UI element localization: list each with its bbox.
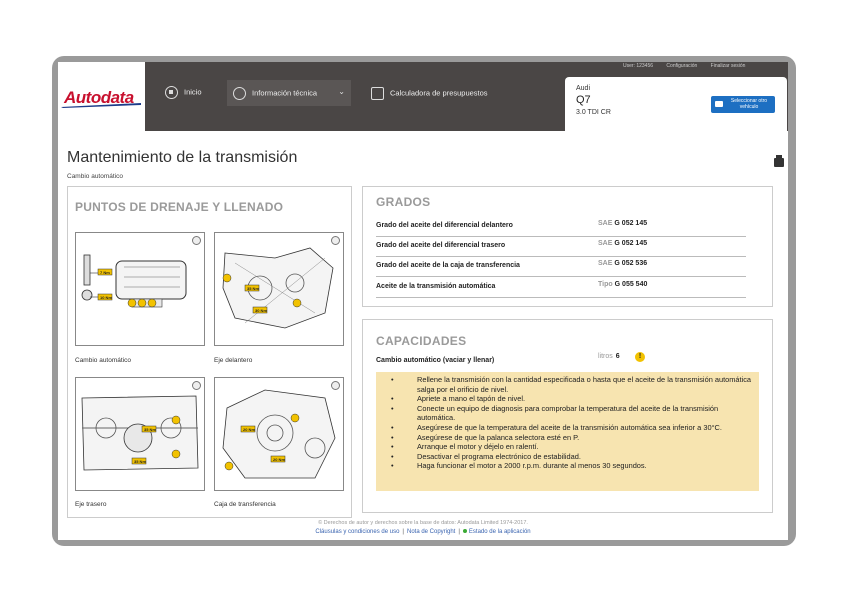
diagram-automatic-gearbox[interactable] [75,232,205,346]
torque-label: 7 Nm [100,270,110,275]
caption-rear-axle: Eje trasero [75,501,107,508]
warning-icon[interactable]: ! [635,352,645,362]
front-axle-diagram [215,233,343,345]
torque-label: 20 Nm [243,427,256,432]
terms-link[interactable]: Cláusulas y condiciones de uso [315,529,400,535]
vehicle-engine: 3.0 TDI CR [576,109,611,116]
grade-value: SAE G 052 145 [598,220,648,227]
transfer-case-diagram [215,378,343,490]
grade-label: Grado del aceite de la caja de transferencia [376,262,520,269]
grade-label: Grado del aceite del diferencial trasero [376,242,506,249]
grade-value: SAE G 052 145 [598,240,648,247]
nav-quote-calculator[interactable] [371,87,488,100]
grade-value: Tipo G 055 540 [598,281,648,288]
diagram-rear-axle[interactable] [75,377,205,491]
torque-label: 35 Nm [134,459,147,464]
select-other-vehicle-button[interactable] [711,96,775,113]
zoom-icon[interactable] [192,381,201,390]
logo-swoosh-icon [61,102,141,108]
caption-automatic-gearbox: Cambio automático [75,357,131,364]
torque-label: 35 Nm [247,286,260,291]
top-navigation [145,62,565,131]
page-subtitle: Cambio automático [67,173,123,180]
copyright-note-link[interactable]: Nota de Copyright [406,529,456,535]
torque-label: 30 Nm [255,308,268,313]
page-title: Mantenimiento de la transmisión [67,149,298,166]
zoom-icon[interactable] [192,236,201,245]
nav-home-label: Inicio [184,87,202,97]
drain-fill-title: PUNTOS DE DRENAJE Y LLENADO [75,200,284,214]
grade-row [376,237,746,257]
rear-axle-diagram [76,378,204,490]
note-item: • Arranque el motor y déjelo en ralentí. [376,442,759,452]
app-screen [58,62,788,540]
grade-row [376,278,746,298]
home-icon [165,86,178,99]
grade-value: SAE G 052 536 [598,260,648,267]
nav-info-label: Información técnica [252,88,318,98]
nav-home[interactable] [165,86,202,99]
grades-title: GRADOS [376,195,431,209]
vehicle-info [565,77,787,131]
diagram-front-axle[interactable] [214,232,344,346]
capacities-title: CAPACIDADES [376,334,467,348]
capacity-label: Cambio automático (vaciar y llenar) [376,357,495,364]
nav-calc-label: Calculadora de presupuestos [390,88,488,98]
capacity-notes [376,372,759,491]
torque-label: 10 Nm [100,295,113,300]
zoom-icon[interactable] [331,236,340,245]
note-item: • Apriete a mano el tapón de nivel. [376,394,759,404]
note-item: • Asegúrese de que la temperatura del aceite de la transmisión automática sea inferior a 30°C. [376,423,759,433]
select-vehicle-label: Seleccionar otro vehículo [730,98,768,110]
wrench-icon [233,87,246,100]
caption-front-axle: Eje delantero [214,357,253,364]
footer-copyright: © Derechos de autor y derechos sobre la base de datos: Autodata Limited 1974-2017. [318,520,528,526]
grade-row [376,217,746,237]
torque-label: 35 Nm [144,427,157,432]
vehicle-make: Audi [576,85,591,92]
app-status-link[interactable]: Estado de la aplicación [468,529,531,535]
note-item: • Rellene la transmisión con la cantidad especificada o hasta que el aceite de la transmisión automática salga por el orificio de nivel. [376,375,759,394]
capacities-panel [362,319,773,513]
diagram-transfer-case[interactable] [214,377,344,491]
config-link[interactable]: Configuración [666,63,698,69]
footer-links: Cláusulas y condiciones de uso | Nota de Copyright | Estado de la aplicación [315,529,531,535]
grades-panel [362,186,773,307]
note-item: • Conecte un equipo de diagnosis para comprobar la temperatura del aceite de la transmisión automática. [376,404,759,423]
drain-fill-points-panel [67,186,352,518]
utility-links [623,63,757,69]
note-item: • Asegúrese de que la palanca selectora esté en P. [376,433,759,443]
vehicle-model: Q7 [576,94,591,106]
zoom-icon[interactable] [331,381,340,390]
gearbox-diagram [76,233,204,345]
calculator-icon [371,87,384,100]
note-item: • Desactivar el programa electrónico de estabilidad. [376,452,759,462]
logo-area[interactable] [58,62,145,131]
user-id: User: 123456 [623,63,654,69]
print-icon[interactable] [774,158,784,167]
nav-technical-info-dropdown[interactable] [227,80,351,106]
caption-transfer-case: Caja de transferencia [214,501,276,508]
grade-label: Aceite de la transmisión automática [376,283,496,290]
logout-link[interactable]: Finalizar sesión [710,63,746,69]
status-dot-icon [463,529,467,533]
autodata-logo[interactable]: Autodata [64,88,134,107]
grade-row [376,257,746,277]
capacity-value: litros 6 [598,353,620,360]
torque-label: 20 Nm [273,457,286,462]
grade-label: Grado del aceite del diferencial delantero [376,222,513,229]
note-item: • Haga funcionar el motor a 2000 r.p.m. durante al menos 30 segundos. [376,461,759,471]
chevron-down-icon: ⌄ [338,87,345,96]
car-icon [715,101,723,107]
